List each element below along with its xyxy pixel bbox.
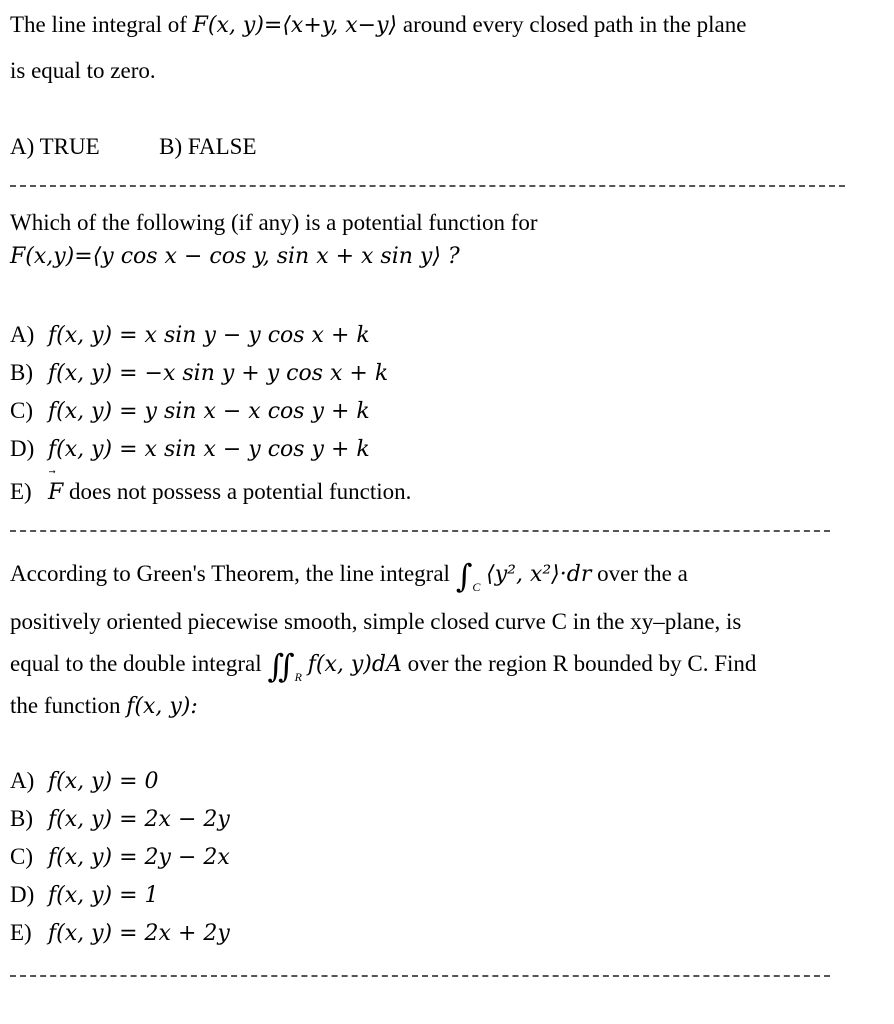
q2-option-c[interactable] (10, 398, 370, 424)
q2-option-d-label: D) (10, 436, 35, 461)
q3-line4 (10, 693, 198, 719)
divider-1 (10, 185, 845, 187)
q2-option-d[interactable] (10, 436, 370, 462)
divider-3 (10, 975, 830, 977)
q1-options (10, 134, 257, 160)
q3-option-a-text: f(x, y) = 0 (48, 769, 159, 794)
q3-line3 (10, 647, 756, 685)
integral-subscript-c: C (472, 580, 481, 594)
q3-line1-integrand: ⟨y², x²⟩·dr (486, 562, 592, 587)
integral-symbol: ∫ (455, 557, 473, 595)
q3-option-e-label: E) (10, 920, 32, 945)
q3-option-b-label: B) (10, 806, 33, 831)
q3-line1 (10, 557, 688, 595)
q1-option-b[interactable]: B) FALSE (159, 134, 257, 159)
double-integral-symbol: ∬ (267, 647, 295, 685)
q2-option-a[interactable] (10, 322, 370, 348)
q2-option-a-text: f(x, y) = x sin y − y cos x + k (48, 323, 370, 348)
q3-line2: positively oriented piecewise smooth, simple closed curve C in the xy–plane, is (10, 609, 742, 634)
divider-2 (10, 530, 830, 532)
q3-option-c-label: C) (10, 844, 33, 869)
q3-line4-func: f(x, y): (126, 694, 198, 719)
q1-line2: is equal to zero. (10, 58, 156, 83)
q3-option-c-text: f(x, y) = 2y − 2x (48, 845, 230, 870)
q3-option-e[interactable] (10, 920, 230, 946)
q2-option-e[interactable] (10, 479, 411, 505)
q1-formula: F(x, y)=⟨x+y, x−y⟩ (192, 13, 398, 38)
q3-line4-text: the function (10, 693, 121, 718)
q3-line1-after: over the a (597, 561, 688, 586)
q2-option-c-text: f(x, y) = y sin x − x cos y + k (48, 399, 370, 424)
q2-option-d-text: f(x, y) = x sin x − y cos y + k (48, 437, 370, 462)
integral-subscript-r: R (294, 670, 302, 684)
q2-option-a-label: A) (10, 322, 35, 347)
vector-f-symbol: F (48, 480, 64, 505)
q1-line1 (10, 12, 746, 38)
q2-option-b-label: B) (10, 360, 33, 385)
q3-option-d-text: f(x, y) = 1 (48, 883, 159, 908)
q3-option-b-text: f(x, y) = 2x − 2y (48, 807, 230, 832)
q1-text-before: The line integral of (10, 12, 187, 37)
q3-line1-before: According to Green's Theorem, the line integral (10, 561, 450, 586)
q1-text-after: around every closed path in the plane (402, 12, 747, 37)
q3-option-d-label: D) (10, 882, 35, 907)
q2-option-b-text: f(x, y) = −x sin y + y cos x + k (48, 361, 389, 386)
q3-option-d[interactable] (10, 882, 159, 908)
q3-line3-integrand: f(x, y)dA (307, 652, 402, 677)
q3-line3-before: equal to the double integral (10, 651, 262, 676)
q3-option-b[interactable] (10, 806, 230, 832)
q2-question: Which of the following (if any) is a potential function for (10, 210, 538, 235)
q2-option-c-label: C) (10, 398, 33, 423)
q3-option-a[interactable] (10, 768, 159, 794)
q3-line3-after: over the region R bounded by C. Find (407, 651, 757, 676)
q3-option-e-text: f(x, y) = 2x + 2y (48, 921, 230, 946)
q1-option-a[interactable]: A) TRUE (10, 134, 100, 159)
q2-option-e-label: E) (10, 479, 32, 504)
q2-field: F(x,y)=⟨y cos x − cos y, sin x + x sin y⟩ ? (10, 244, 460, 269)
q2-option-e-text: does not possess a potential function. (69, 479, 412, 504)
q3-option-c[interactable] (10, 844, 230, 870)
q3-option-a-label: A) (10, 768, 35, 793)
q2-option-b[interactable] (10, 360, 388, 386)
